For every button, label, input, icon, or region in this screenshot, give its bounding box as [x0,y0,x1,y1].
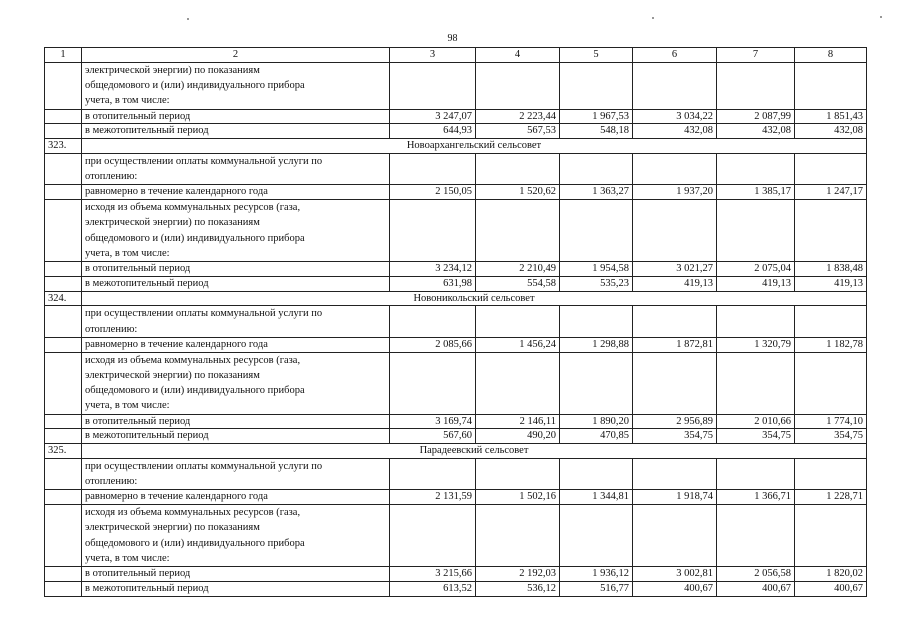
description-row [45,62,867,109]
value-cell: 535,23 [560,276,633,291]
value-cell: 1 385,17 [717,185,795,200]
table-row [45,490,867,505]
row-number-cell [45,582,82,597]
empty-cell [633,153,717,185]
table-row [45,185,867,200]
empty-cell [795,505,867,567]
value-cell: 2 146,11 [476,414,560,429]
row-description [82,62,390,109]
description-line: учета, в том числе: [85,247,170,259]
table-row [45,567,867,582]
row-number-cell [45,109,82,124]
description-line: электрической энергии) по показаниям [85,64,260,76]
description-line: исходя из объема коммунальных ресурсов (газа, [85,507,301,519]
value-cell: 1 967,53 [560,109,633,124]
value-cell: 567,53 [476,124,560,139]
empty-cell [633,306,717,338]
value-cell: 2 056,58 [717,567,795,582]
value-cell: 1 456,24 [476,337,560,352]
scan-speck [187,18,189,20]
description-line: учета, в том числе: [85,95,170,107]
row-number-cell [45,276,82,291]
empty-cell [390,200,476,262]
description-row [45,458,867,490]
value-cell: 3 215,66 [390,567,476,582]
header-row [45,48,867,63]
empty-cell [560,352,633,414]
empty-cell [717,153,795,185]
description-line: электрической энергии) по показаниям [85,369,260,381]
section-number: 323. [45,139,82,154]
value-cell: 1 890,20 [560,414,633,429]
row-label: равномерно в течение календарного года [82,185,390,200]
row-number-cell [45,200,82,262]
column-header: 1 [45,48,82,63]
row-label: в межотопительный период [82,124,390,139]
description-line: общедомового и (или) индивидуального прибора [85,385,305,397]
empty-cell [633,505,717,567]
row-number-cell [45,490,82,505]
table-row [45,109,867,124]
row-label: в межотопительный период [82,582,390,597]
empty-cell [717,352,795,414]
value-cell: 354,75 [633,429,717,444]
empty-cell [633,200,717,262]
empty-cell [390,62,476,109]
description-row [45,200,867,262]
value-cell: 2 210,49 [476,262,560,277]
description-line: отоплению: [85,323,138,335]
description-line: общедомового и (или) индивидуального прибора [85,80,305,91]
section-row [45,444,867,459]
value-cell: 536,12 [476,582,560,597]
table-body [45,48,867,597]
empty-cell [476,505,560,567]
description-line: отоплению: [85,476,138,488]
tariff-table [44,47,867,597]
value-cell: 1 936,12 [560,567,633,582]
value-cell: 631,98 [390,276,476,291]
value-cell: 3 247,07 [390,109,476,124]
description-line: отоплению: [85,171,138,182]
value-cell: 613,52 [390,582,476,597]
description-row [45,505,867,567]
value-cell: 1 520,62 [476,185,560,200]
row-number-cell [45,458,82,490]
value-cell: 3 234,12 [390,262,476,277]
row-number-cell [45,352,82,414]
empty-cell [717,505,795,567]
page-number: 98 [447,33,458,44]
empty-cell [476,306,560,338]
row-label: в отопительный период [82,262,390,277]
description-line: общедомового и (или) индивидуального прибора [85,232,305,244]
value-cell: 1 344,81 [560,490,633,505]
column-header: 6 [633,48,717,63]
row-label: равномерно в течение календарного года [82,490,390,505]
value-cell: 400,67 [633,582,717,597]
row-number-cell [45,306,82,338]
row-label: в отопительный период [82,109,390,124]
description-row [45,153,867,185]
row-description [82,352,390,414]
value-cell: 3 034,22 [633,109,717,124]
empty-cell [633,458,717,490]
value-cell: 1 228,71 [795,490,867,505]
value-cell: 400,67 [717,582,795,597]
value-cell: 1 502,16 [476,490,560,505]
table-row [45,414,867,429]
empty-cell [795,352,867,414]
description-row [45,352,867,414]
description-line: электрической энергии) по показаниям [85,522,260,534]
value-cell: 1 954,58 [560,262,633,277]
empty-cell [560,200,633,262]
row-label: равномерно в течение календарного года [82,337,390,352]
description-line: общедомового и (или) индивидуального прибора [85,537,305,549]
value-cell: 1 247,17 [795,185,867,200]
value-cell: 2 150,05 [390,185,476,200]
row-number-cell [45,567,82,582]
value-cell: 354,75 [717,429,795,444]
value-cell: 3 169,74 [390,414,476,429]
empty-cell [633,352,717,414]
table-row [45,429,867,444]
value-cell: 432,08 [717,124,795,139]
empty-cell [560,505,633,567]
row-number-cell [45,153,82,185]
empty-cell [560,306,633,338]
value-cell: 1 851,43 [795,109,867,124]
empty-cell [795,458,867,490]
scan-speck [880,16,882,18]
empty-cell [795,306,867,338]
value-cell: 2 087,99 [717,109,795,124]
empty-cell [717,306,795,338]
value-cell: 2 075,04 [717,262,795,277]
value-cell: 3 002,81 [633,567,717,582]
value-cell: 548,18 [560,124,633,139]
empty-cell [476,352,560,414]
value-cell: 354,75 [795,429,867,444]
value-cell: 1 774,10 [795,414,867,429]
value-cell: 2 010,66 [717,414,795,429]
empty-cell [476,153,560,185]
value-cell: 432,08 [795,124,867,139]
value-cell: 2 956,89 [633,414,717,429]
value-cell: 554,58 [476,276,560,291]
empty-cell [560,153,633,185]
empty-cell [390,458,476,490]
value-cell: 1 182,78 [795,337,867,352]
value-cell: 419,13 [717,276,795,291]
value-cell: 2 192,03 [476,567,560,582]
empty-cell [717,62,795,109]
row-label: в межотопительный период [82,276,390,291]
description-line: исходя из объема коммунальных ресурсов (газа, [85,354,301,366]
empty-cell [560,62,633,109]
value-cell: 644,93 [390,124,476,139]
column-header: 2 [82,48,390,63]
empty-cell [476,200,560,262]
value-cell: 419,13 [633,276,717,291]
row-description [82,200,390,262]
table-row [45,124,867,139]
row-number-cell [45,262,82,277]
description-line: учета, в том числе: [85,553,170,565]
section-title: Новоархангельский сельсовет [82,139,867,154]
row-number-cell [45,124,82,139]
empty-cell [390,306,476,338]
value-cell: 1 838,48 [795,262,867,277]
value-cell: 1 320,79 [717,337,795,352]
section-title: Парадеевский сельсовет [82,444,867,459]
empty-cell [476,458,560,490]
value-cell: 432,08 [633,124,717,139]
value-cell: 1 937,20 [633,185,717,200]
table-row [45,276,867,291]
row-label: в отопительный период [82,414,390,429]
description-row [45,306,867,338]
value-cell: 419,13 [795,276,867,291]
value-cell: 567,60 [390,429,476,444]
row-label: в отопительный период [82,567,390,582]
row-label: в межотопительный период [82,429,390,444]
value-cell: 1 872,81 [633,337,717,352]
row-number-cell [45,337,82,352]
empty-cell [633,62,717,109]
section-row [45,139,867,154]
value-cell: 2 223,44 [476,109,560,124]
table-row [45,337,867,352]
description-line: при осуществлении оплаты коммунальной услуги по [85,155,323,167]
row-description [82,458,390,490]
column-header: 4 [476,48,560,63]
empty-cell [795,153,867,185]
empty-cell [717,458,795,490]
row-number-cell [45,429,82,444]
value-cell: 1 366,71 [717,490,795,505]
value-cell: 470,85 [560,429,633,444]
description-line: при осуществлении оплаты коммунальной услуги по [85,308,323,320]
section-title: Новоникольский сельсовет [82,291,867,306]
scan-speck [652,17,654,19]
description-line: исходя из объема коммунальных ресурсов (газа, [85,202,301,213]
description-line: электрической энергии) по показаниям [85,217,260,229]
row-number-cell [45,62,82,109]
empty-cell [795,62,867,109]
empty-cell [560,458,633,490]
row-description [82,306,390,338]
column-header: 8 [795,48,867,63]
row-description [82,153,390,185]
value-cell: 490,20 [476,429,560,444]
empty-cell [390,505,476,567]
section-number: 325. [45,444,82,459]
value-cell: 2 085,66 [390,337,476,352]
row-number-cell [45,414,82,429]
empty-cell [476,62,560,109]
section-number: 324. [45,291,82,306]
empty-cell [717,200,795,262]
value-cell: 1 298,88 [560,337,633,352]
description-line: учета, в том числе: [85,400,170,412]
value-cell: 1 820,02 [795,567,867,582]
value-cell: 1 363,27 [560,185,633,200]
row-number-cell [45,185,82,200]
empty-cell [390,352,476,414]
row-description [82,505,390,567]
value-cell: 2 131,59 [390,490,476,505]
table-row [45,582,867,597]
description-line: при осуществлении оплаты коммунальной услуги по [85,460,323,472]
value-cell: 3 021,27 [633,262,717,277]
row-number-cell [45,505,82,567]
value-cell: 400,67 [795,582,867,597]
column-header: 7 [717,48,795,63]
column-header: 3 [390,48,476,63]
empty-cell [390,153,476,185]
column-header: 5 [560,48,633,63]
value-cell: 1 918,74 [633,490,717,505]
section-row [45,291,867,306]
table-row [45,262,867,277]
empty-cell [795,200,867,262]
value-cell: 516,77 [560,582,633,597]
